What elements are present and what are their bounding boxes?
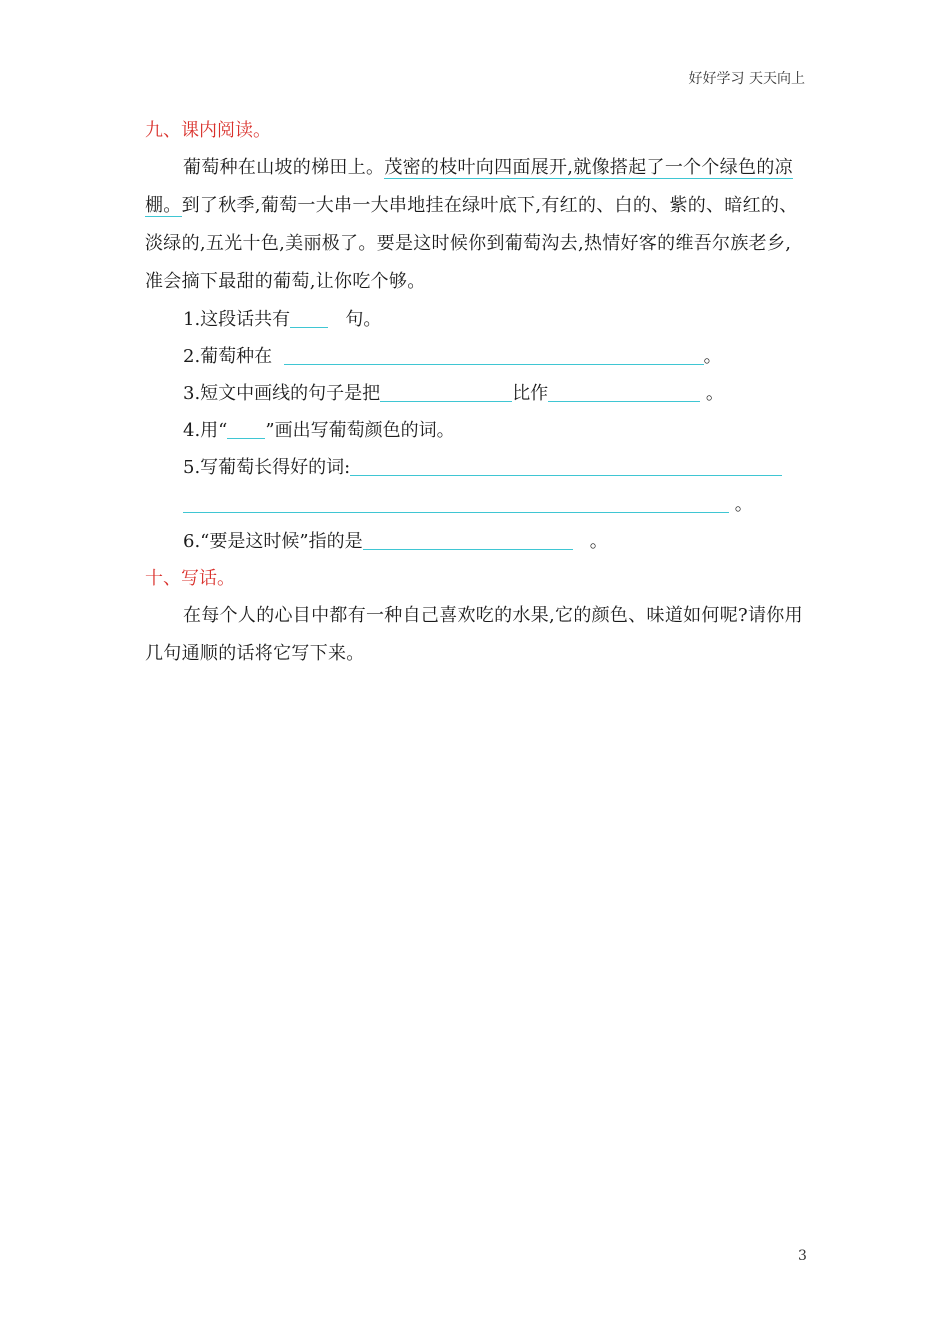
question-6 [145, 523, 807, 560]
question-6-suffix: 。 [589, 531, 608, 552]
question-3-blank-1[interactable] [380, 379, 512, 402]
question-5-line-2 [145, 486, 807, 523]
passage-underlined-sentence: 茂密的枝叶向四面展开,就像搭起了一个个绿色的凉棚。 [145, 157, 793, 216]
section-9-title: 九、课内阅读。 [145, 120, 271, 141]
question-4 [145, 412, 807, 449]
question-1 [145, 301, 807, 338]
question-4-text: 4.用“ [183, 420, 228, 441]
question-3-suffix: 。 [705, 383, 724, 404]
question-5-blank-1[interactable] [350, 453, 782, 476]
question-1-suffix: 句。 [345, 309, 382, 330]
question-2-blank[interactable] [284, 342, 704, 365]
question-1-blank[interactable] [290, 305, 328, 328]
question-3-blank-2[interactable] [548, 379, 700, 402]
question-5-text: 5.写葡萄长得好的词: [183, 457, 351, 478]
question-2-text: 2.葡萄种在 [183, 346, 273, 367]
reading-passage [145, 149, 807, 301]
question-6-text: 6.“要是这时候”指的是 [183, 531, 363, 552]
writing-prompt: 在每个人的心目中都有一种自己喜欢吃的水果,它的颜色、味道如何呢?请你用几句通顺的话将它写下来。 [145, 605, 803, 664]
question-1-text: 1.这段话共有 [183, 309, 291, 330]
question-2 [145, 338, 807, 375]
question-5 [145, 449, 807, 486]
question-3-text: 3.短文中画线的句子是把 [183, 383, 381, 404]
section-10-title: 十、写话。 [145, 568, 235, 589]
question-4-suffix: ”画出写葡萄颜色的词。 [265, 420, 455, 441]
page-header-motto: 好好学习 天天向上 [688, 71, 805, 87]
passage-part1: 葡萄种在山坡的梯田上。 [183, 157, 385, 178]
worksheet-content [145, 112, 807, 673]
question-5-end: 。 [734, 494, 753, 515]
passage-part2: 到了秋季,葡萄一大串一大串地挂在绿叶底下,有红的、白的、紫的、暗红的、淡绿的,五光十色,美丽极了。要是这时候你到葡萄沟去,热情好客的维吾尔族老乡,准会摘下最甜的葡萄,让你吃个够。 [145, 195, 798, 292]
question-3-middle: 比作 [512, 383, 549, 404]
question-2-suffix: 。 [703, 346, 722, 367]
question-3 [145, 375, 807, 412]
question-6-blank[interactable] [363, 527, 573, 550]
page-number: 3 [798, 1248, 807, 1264]
question-5-blank-2[interactable] [183, 490, 729, 513]
question-4-underline-sample [227, 416, 265, 439]
